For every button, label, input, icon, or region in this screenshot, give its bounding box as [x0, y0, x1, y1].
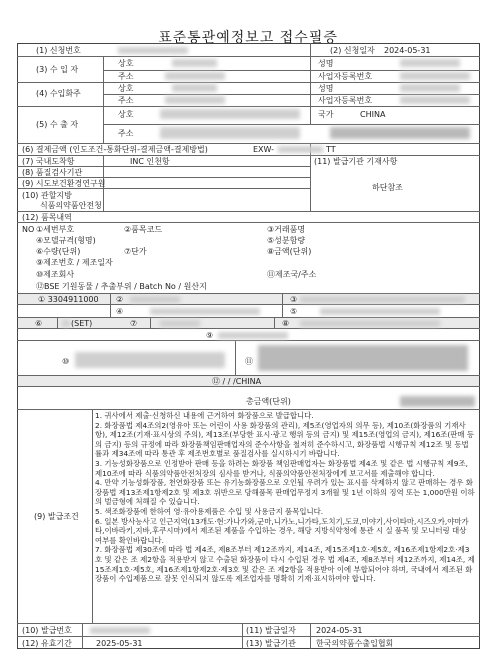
regional-fda-label-b: 식품의약품안전청: [40, 201, 102, 210]
divider: [17, 317, 480, 318]
redacted-value: [300, 320, 440, 327]
legend-item-code: ②품목코드: [124, 225, 163, 234]
item-lot-marker: ⑨: [206, 331, 214, 340]
divider: [17, 623, 480, 624]
issue-conditions-text: [95, 411, 475, 584]
divider: [235, 340, 236, 375]
condition-5: 5. 색조화장품에 한하여 영·유아용제품은 수입 및 사용금지 품목입니다.: [95, 506, 324, 516]
legend-bse: ⑫BSE 기원동물 / 추출부위 / Batch No / 원산지: [36, 282, 207, 291]
redacted-value: [172, 84, 217, 92]
legend-manufacturer: ⑩제조회사: [36, 270, 75, 279]
legend-quantity: ⑥수량(단위): [36, 247, 81, 256]
exporter-country-label: 국가: [318, 110, 334, 119]
divider: [150, 317, 151, 328]
consignee-name-label: 성명: [318, 84, 334, 93]
redacted-value: [320, 308, 440, 315]
redacted-value: [300, 296, 465, 303]
condition-7: 7. 화장품법 제30조에 따라 법 제4조, 제8조부터 제12조까지, 제14조, 제15조제1호·제5호, 제16조제1항제2호·제3호 및 같은 조 제2항을 적용받지 않고 수출된 화장품이 다시 수입된 경우 법 제4조, 제8조부터 제12조까지, 제14조, 제15조제1호·제5호, 제16조제1항제2호·제3호 및 같은 조 제2항을 적용받아 이에 부합되어야 하며, 국내에서 제조된 화장품이 수입제품으로 잘못 인식되지 않도록 제조업자를 명확히 기재·표시하여야 합니다.: [95, 545, 475, 584]
redacted-value: [90, 627, 150, 634]
divider: [17, 143, 480, 144]
legend-lot: ⑨제조번호 / 제조일자: [36, 258, 113, 267]
divider: [17, 82, 480, 83]
consignee-address-label: 주소: [118, 96, 134, 105]
legend-amount: ⑧금액(단위): [267, 247, 312, 256]
consignee-company-label: 상호: [118, 84, 134, 93]
condition-1: 1. 귀사에서 제출·신청하신 내용에 근거하여 화장품으로 발급합니다.: [95, 411, 314, 420]
exporter-country-value: CHINA: [360, 110, 386, 119]
arrival-port-value: INC 인천항: [130, 157, 170, 166]
legend-hs-code: ①세번부호: [36, 225, 75, 234]
legend-model: ④모델규격(형명): [36, 236, 96, 245]
redacted-value: [218, 332, 288, 339]
legend-no: NO: [22, 225, 35, 234]
importer-name-label: 성명: [318, 59, 334, 68]
redacted-value: [62, 320, 70, 327]
exporter-address-label: 주소: [118, 129, 134, 138]
item-code-marker: ②: [116, 295, 124, 304]
divider: [274, 317, 275, 328]
divider: [103, 124, 480, 125]
divider: [282, 293, 283, 317]
redacted-value: [400, 396, 475, 407]
redacted-value: [130, 296, 180, 303]
divider: [103, 56, 104, 143]
exporter-label: (5) 수 출 자: [36, 120, 79, 129]
issuing-agency-value: 한국의약품수출입협회: [316, 639, 394, 648]
item-model-marker: ④: [116, 307, 124, 316]
issue-number-label: (10) 발급번호: [22, 626, 72, 635]
divider: [17, 340, 480, 341]
redacted-value: [118, 47, 188, 54]
validity-value: 2025-05-31: [96, 639, 143, 648]
exporter-company-label: 상호: [118, 110, 134, 119]
item-hs-code: ① 3304911000: [38, 295, 99, 304]
divider: [92, 409, 93, 623]
inspection-agency-label: (8) 품질검사기관: [22, 168, 83, 177]
divider: [310, 143, 311, 211]
divider: [310, 623, 311, 649]
redacted-value: [160, 320, 200, 327]
issuer-notes-label: (11) 발급기관 기재사항: [314, 157, 398, 166]
redacted-value: [400, 84, 460, 92]
consignee-bizno-label: 사업자등록번호: [318, 96, 373, 105]
divider: [103, 70, 480, 71]
issuing-agency-label: (13) 발급기관: [246, 639, 296, 648]
item-origin-marker: ⑪: [245, 357, 253, 366]
divider: [17, 155, 480, 156]
redacted-value: [75, 352, 225, 368]
divider: [110, 293, 111, 317]
importer-bizno-label: 사업자등록번호: [318, 72, 373, 81]
application-date-label: (2) 신청일자: [330, 46, 375, 55]
item-name-marker: ③: [290, 295, 298, 304]
redacted-value: [400, 59, 460, 67]
issue-date-label: (11) 발급일자: [246, 626, 296, 635]
item-amount-marker: ⑧: [282, 319, 290, 328]
importer-label: (3) 수 입 자: [36, 65, 79, 74]
divider: [17, 409, 480, 410]
document-title: 표준통관예정보고 접수필증: [158, 30, 338, 46]
redacted-value: [172, 59, 217, 67]
importer-address-label: 주소: [118, 72, 134, 81]
item-manufacturer-marker: ⑩: [62, 357, 70, 366]
health-institute-label: (9) 시도보건환경연구원: [22, 179, 106, 188]
divider: [310, 56, 311, 124]
redacted-value: [165, 72, 225, 80]
redacted-value: [160, 109, 300, 119]
divider: [17, 56, 480, 57]
divider: [17, 211, 480, 212]
redacted-value: [400, 96, 470, 104]
issue-date-value: 2024-05-31: [316, 626, 363, 635]
see-below-note: 하단참조: [372, 183, 403, 192]
payment-amount-label: (6) 결제금액 (인도조건-통화단위-결제금액-결제방법): [22, 145, 208, 154]
redacted-value: [165, 96, 225, 104]
divider: [57, 317, 58, 328]
legend-trade-name: ③거래품명: [267, 225, 306, 234]
condition-3: 3. 기능성화장품으로 인정받아 판매 등을 하려는 화장품 책임판매업자는 화장품법 제4조 및 같은 법 시행규칙 제9조, 제10조에 따라 식품의약품안전처장의 심사를 받거나, 식품의약품안전처장에게 보고서를 제출해야 합니다.: [95, 458, 468, 478]
redacted-value: [258, 345, 468, 371]
item-details-label: (12) 품목내역: [22, 213, 72, 222]
payment-amount-suffix: TT: [326, 145, 336, 154]
condition-6: 6. 일본 방사능사고 인근지역(13개도·현:가나가와,군마,니가노,니가타,도치기,도쿄,미야기,사이타마,시즈오카,야마가타,이바라키,지바,후쿠시마)에서 제조된 제품을 수입하는 경우, 해당 지방식약청에 통관 시 실 품목 및 모니터링 대상 여부를 확인바랍니다.: [95, 516, 469, 545]
divider: [103, 94, 480, 95]
consignee-label: (4) 수입화주: [36, 89, 81, 98]
issue-conditions-label: (9) 발급조건: [34, 512, 79, 521]
divider: [17, 106, 480, 107]
condition-2: 2. 화장품법 제4조의2(영유아 또는 어린이 사용 화장품의 관리), 제5조(영업자의 의무 등), 제10조(화장품의 기재사항), 제12조(기재·표시상의 주의), 제13조(부당한 표시·광고 행위 등의 금지) 및 제15조(영업의 금지), 제16조(판매 등의 금지) 등의 규정에 따라 화장품책임판매업자의 준수사항을 철저히 준수하시고, 화장품법 시행규칙 제12조 및 동법률과 제34조에 따라 통관 후 제조번호별로 품질검사를 실시하시기 바랍니다.: [95, 420, 475, 459]
redacted-value: [160, 127, 300, 139]
divider: [310, 43, 311, 56]
application-number-label: (1) 신청번호: [36, 46, 81, 55]
legend-origin: ⑪제조국/주소: [267, 270, 317, 279]
divider: [242, 623, 243, 649]
divider: [17, 375, 480, 376]
condition-4: 4. 만약 기능성화장품, 천연화장품 또는 유기농화장품으로 오인될 우려가 있는 표시를 삭제하지 않고 판매하는 경우 화장품법 제13조제1항제2호 및 제3호 위반으로 당해품목 판매업무정지 3개월 및 1년 이하의 징역 또는 1,000만원 이하의 벌금형에 처해질 수 있습니다.: [95, 478, 475, 507]
importer-company-label: 상호: [118, 59, 134, 68]
legend-ingredients: ⑤성분함량: [267, 236, 306, 245]
redacted-value: [330, 127, 470, 139]
legend-unit-price: ⑦단가: [124, 247, 147, 256]
redacted-value: [150, 308, 260, 315]
divider: [17, 636, 480, 637]
validity-label: (12) 유효기간: [22, 639, 72, 648]
regional-fda-label-a: (10) 관할지방: [22, 191, 72, 200]
item-quantity-unit: (SET): [71, 319, 93, 328]
payment-amount-prefix: EXW-: [253, 145, 275, 154]
application-date-value: 2024-05-31: [384, 46, 431, 55]
redacted-value: [278, 146, 323, 153]
item-ingredients-marker: ⑤: [290, 307, 298, 316]
divider: [17, 222, 480, 223]
item-price-marker: ⑦: [130, 319, 138, 328]
item-quantity-marker: ⑥: [35, 319, 43, 328]
redacted-value: [400, 72, 470, 80]
total-amount-label: 총금액(단위): [246, 397, 291, 406]
item-bse-origin: ⑫ / / /CHINA: [212, 377, 262, 386]
divider: [82, 623, 83, 649]
arrival-port-label: (7) 국내도착항: [22, 157, 75, 166]
